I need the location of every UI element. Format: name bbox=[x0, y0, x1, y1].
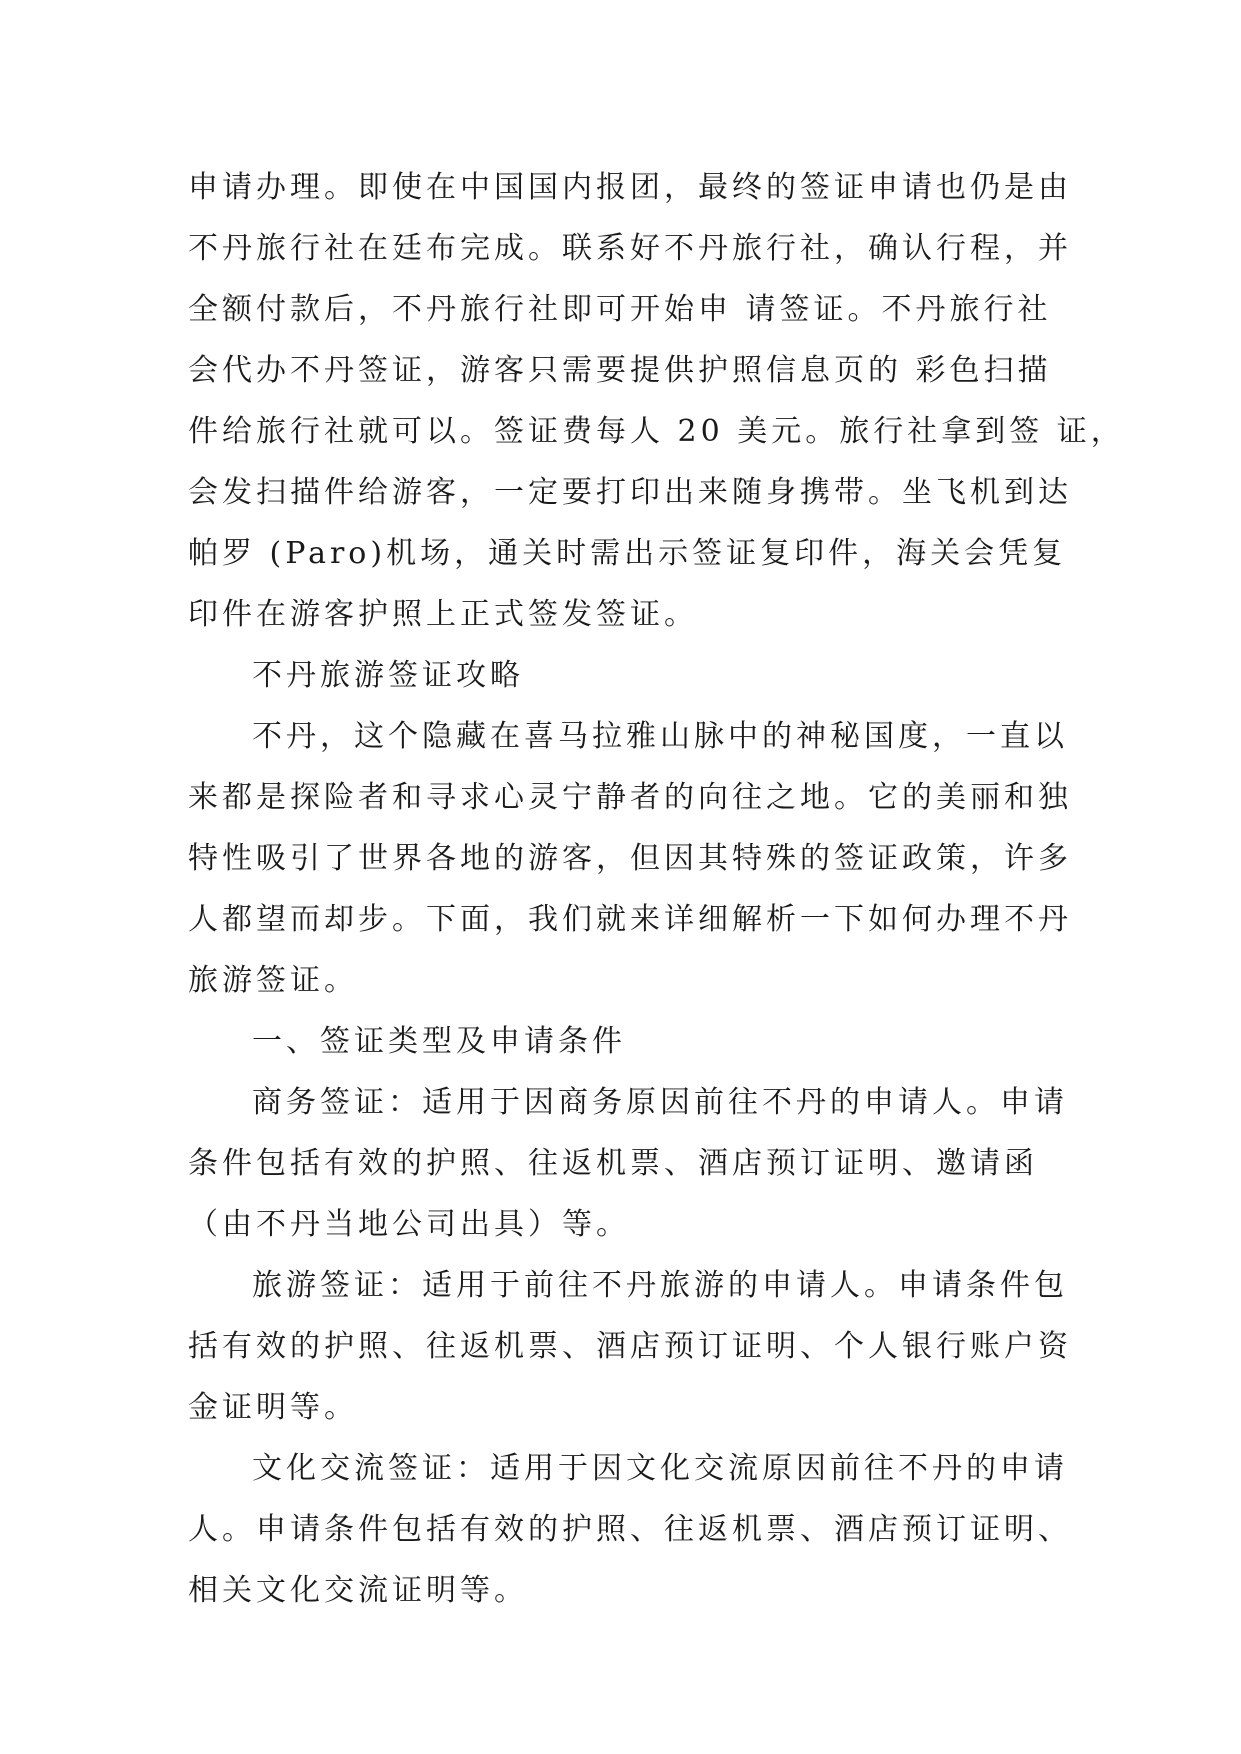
body-line: 文化交流签证：适用于因文化交流原因前往不丹的申请 bbox=[252, 1451, 1068, 1486]
body-line: 全额付款后，不丹旅行社即可开始申 请签证。不丹旅行社 bbox=[188, 292, 1052, 327]
body-line: 不丹旅行社在廷布完成。联系好不丹旅行社，确认行程，并 bbox=[188, 231, 1072, 266]
body-line: 括有效的护照、往返机票、酒店预订证明、个人银行账户资 bbox=[188, 1329, 1072, 1364]
body-line: 会代办不丹签证，游客只需要提供护照信息页的 彩色扫描 bbox=[188, 353, 1052, 388]
body-line: 人都望而却步。下面，我们就来详细解析一下如何办理不丹 bbox=[188, 902, 1072, 937]
body-line: 会发扫描件给游客，一定要打印出来随身携带。坐飞机到达 bbox=[188, 475, 1072, 510]
body-line: （由不丹当地公司出具）等。 bbox=[188, 1207, 630, 1242]
body-line: 相关文化交流证明等。 bbox=[188, 1573, 528, 1608]
body-line: 条件包括有效的护照、往返机票、酒店预订证明、邀请函 bbox=[188, 1146, 1038, 1181]
body-line: 帕罗 (Paro)机场，通关时需出示签证复印件，海关会凭复 bbox=[188, 536, 1067, 571]
document-body bbox=[188, 157, 1125, 1621]
body-line: 旅游签证。 bbox=[188, 963, 358, 998]
subsection-heading: 一、签证类型及申请条件 bbox=[252, 1024, 626, 1059]
body-line: 件给旅行社就可以。签证费每人 20 美元。旅行社拿到签 证， bbox=[188, 414, 1125, 449]
body-line: 人。申请条件包括有效的护照、往返机票、酒店预订证明、 bbox=[188, 1512, 1072, 1547]
body-line: 来都是探险者和寻求心灵宁静者的向往之地。它的美丽和独 bbox=[188, 780, 1072, 815]
body-line: 商务签证：适用于因商务原因前往不丹的申请人。申请 bbox=[252, 1085, 1068, 1120]
section-heading: 不丹旅游签证攻略 bbox=[252, 658, 524, 693]
body-line: 旅游签证：适用于前往不丹旅游的申请人。申请条件包 bbox=[252, 1268, 1068, 1303]
body-line: 印件在游客护照上正式签发签证。 bbox=[188, 597, 698, 632]
body-line: 申请办理。即使在中国国内报团，最终的签证申请也仍是由 bbox=[188, 170, 1072, 205]
body-line: 不丹，这个隐藏在喜马拉雅山脉中的神秘国度，一直以 bbox=[252, 719, 1068, 754]
body-line: 特性吸引了世界各地的游客，但因其特殊的签证政策，许多 bbox=[188, 841, 1072, 876]
body-line: 金证明等。 bbox=[188, 1390, 358, 1425]
